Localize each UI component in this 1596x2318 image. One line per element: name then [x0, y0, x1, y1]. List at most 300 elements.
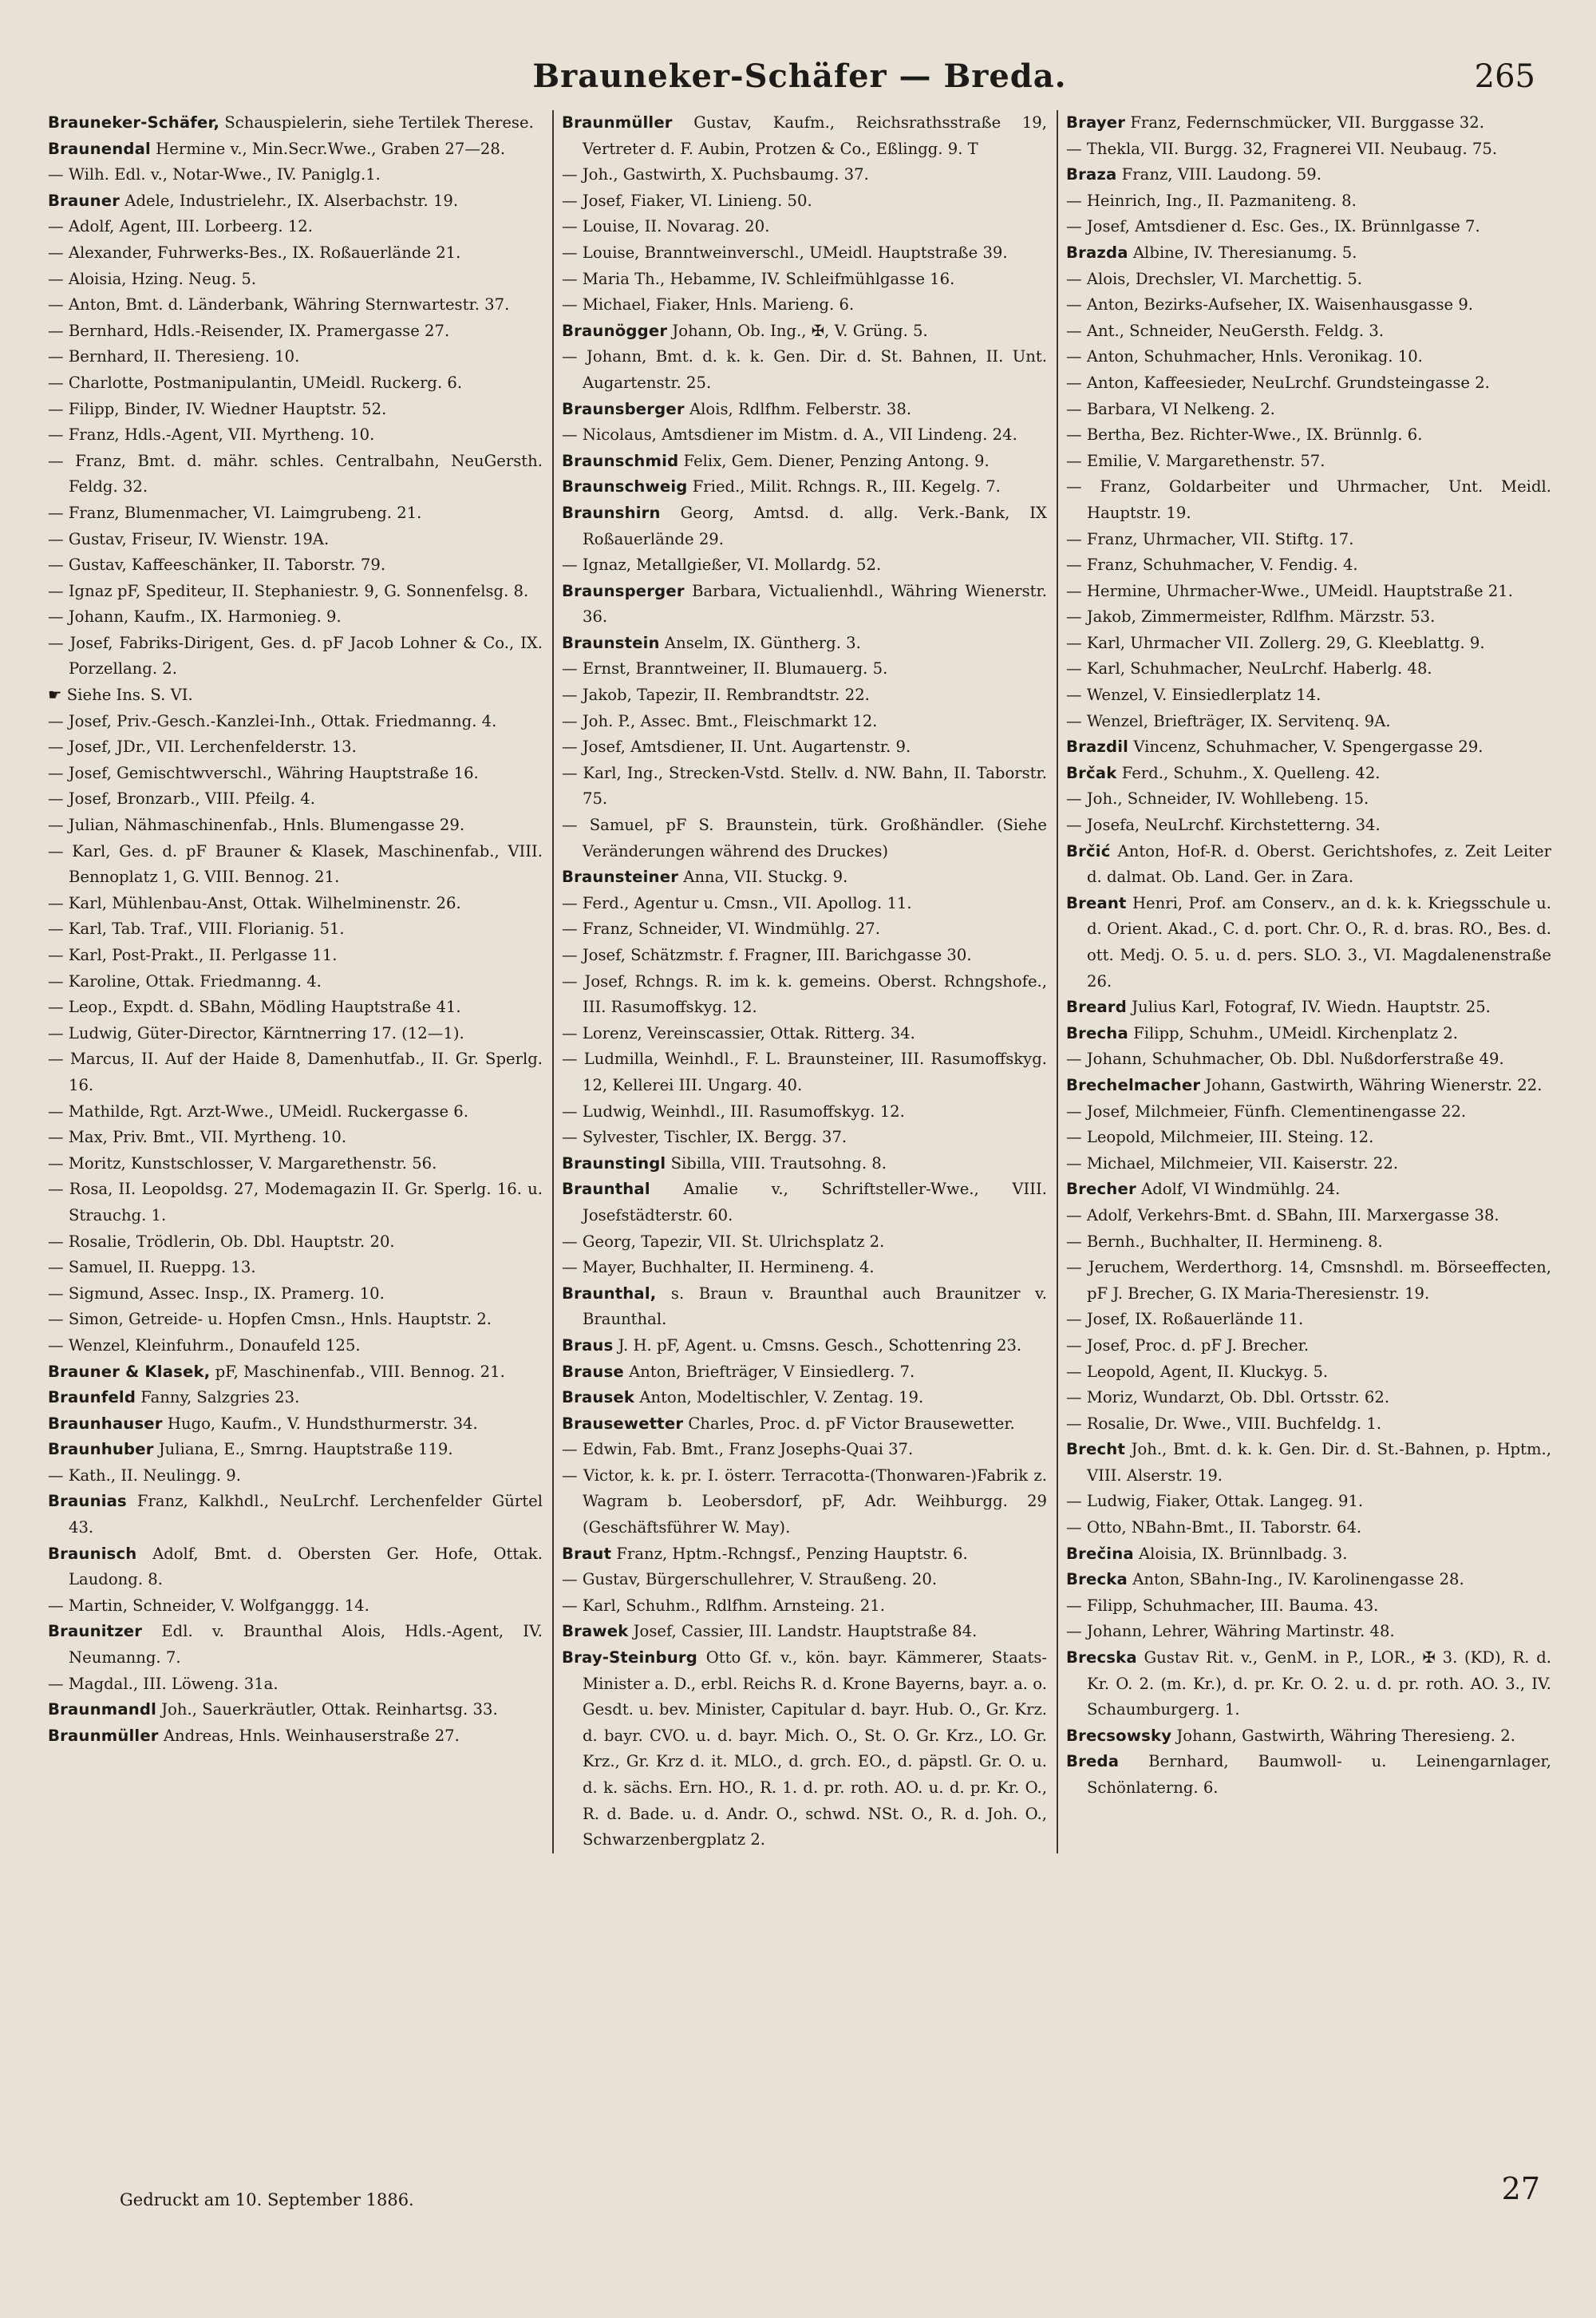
entry-text: — Ferd., Agentur u. Cmsn., VII. Apollog. 11. — [562, 893, 912, 912]
entry-text: Johann, Ob. Ing., ✠, V. Grüng. 5. — [667, 321, 928, 340]
directory-entry — [562, 1593, 1047, 1620]
directory-entry — [562, 500, 1047, 552]
entry-text: Ferd., Schuhm., X. Quelleng. 42. — [1116, 763, 1381, 782]
entry-text: J. H. pF, Agent. u. Cmsns. Gesch., Schottenring 23. — [613, 1335, 1022, 1355]
entry-text: — Moritz, Kunstschlosser, V. Margarethenstr. 56. — [48, 1153, 437, 1173]
directory-entry — [562, 916, 1047, 943]
entry-text: Julius Karl, Fotograf, IV. Wiedn. Hauptstr. 25. — [1127, 998, 1491, 1017]
directory-entry — [562, 1541, 1047, 1568]
directory-entry — [48, 604, 543, 631]
directory-entry — [48, 1255, 543, 1281]
entry-columns — [48, 110, 1551, 1853]
entry-surname: Brazda — [1066, 243, 1128, 262]
directory-entry — [562, 292, 1047, 318]
directory-entry — [562, 631, 1047, 657]
directory-entry — [1066, 1749, 1551, 1801]
entry-text: — Josef, Amtsdiener, II. Unt. Augartenstr. 9. — [562, 738, 911, 757]
entry-text: Franz, Federnschmücker, VII. Burggasse 32. — [1125, 113, 1484, 132]
entry-text: — Charlotte, Postmanipulantin, UMeidl. Ruckerg. 6. — [48, 373, 463, 392]
entry-text: Fried., Milit. Rchngs. R., III. Kegelg. 7. — [687, 477, 1001, 496]
directory-entry — [48, 344, 543, 370]
entry-surname: Breda — [1066, 1752, 1120, 1771]
entry-text: — Franz, Blumenmacher, VI. Laimgrubeng. 21. — [48, 503, 422, 522]
directory-entry — [562, 422, 1047, 449]
entry-text: — Johann, Schuhmacher, Ob. Dbl. Nußdorferstraße 49. — [1066, 1050, 1504, 1069]
entry-text: — Rosa, II. Leopoldsg. 27, Modemagazin II. Gr. Sperlg. 16. u. Strauchg. 1. — [48, 1180, 543, 1224]
entry-text: — Samuel, II. Rueppg. 13. — [48, 1258, 256, 1277]
signature-mark: 27 — [1501, 2171, 1540, 2206]
entry-text: — Wenzel, V. Einsiedlerplatz 14. — [1066, 686, 1321, 705]
entry-text: — Josef, Milchmeier, Fünfh. Clementinengasse 22. — [1066, 1102, 1467, 1121]
entry-text: — Anton, Kaffeesieder, NeuLrchf. Grundsteingasse 2. — [1066, 373, 1490, 392]
entry-text: — Josef, Amtsdiener d. Esc. Ges., IX. Brünnlgasse 7. — [1066, 217, 1480, 236]
directory-entry — [1066, 631, 1551, 657]
directory-entry — [48, 110, 543, 136]
directory-entry — [48, 500, 543, 527]
directory-entry — [562, 709, 1047, 735]
entry-text: — Anton, Schuhmacher, Hnls. Veronikag. 10. — [1066, 347, 1423, 366]
entry-surname: Breant — [1066, 893, 1127, 912]
entry-text: Anton, Hof-R. d. Oberst. Gerichtshofes, z. Zeit Leiter d. dalmat. Ob. Land. Ger. in Zara. — [1087, 841, 1551, 887]
entry-text: — Karl, Uhrmacher VII. Zollerg. 29, G. Kleeblattg. 9. — [1066, 633, 1485, 652]
entry-text: Felix, Gem. Diener, Penzing Antong. 9. — [678, 451, 990, 470]
entry-text: Edl. v. Braunthal Alois, Hdls.-Agent, IV. Neumanng. 7. — [69, 1622, 543, 1667]
directory-entry — [1066, 1099, 1551, 1125]
directory-entry — [1066, 449, 1551, 475]
entry-text: — Nicolaus, Amtsdiener im Mistm. d. A., VII Lindeng. 24. — [562, 425, 1017, 445]
entry-text: — Wilh. Edl. v., Notar-Wwe., IV. Paniglg.1. — [48, 165, 381, 184]
directory-entry — [48, 969, 543, 995]
directory-entry — [1066, 786, 1551, 813]
entry-surname: Brawek — [562, 1622, 629, 1641]
directory-entry — [1066, 370, 1551, 397]
directory-entry — [1066, 110, 1551, 136]
entry-text: — Gustav, Bürgerschullehrer, V. Straußeng. 20. — [562, 1570, 938, 1589]
entry-surname: Brausek — [562, 1388, 635, 1407]
directory-entry — [562, 552, 1047, 579]
entry-text: — Filipp, Schuhmacher, III. Bauma. 43. — [1066, 1596, 1379, 1615]
entry-text: — Louise, Branntweinverschl., UMeidl. Hauptstraße 39. — [562, 243, 1008, 262]
entry-text: — Karl, Mühlenbau-Anst, Ottak. Wilhelminenstr. 26. — [48, 893, 461, 912]
directory-entry — [1066, 1515, 1551, 1541]
entry-text: — Josef, Proc. d. pF J. Brecher. — [1066, 1335, 1310, 1355]
running-title: Brauneker-Schäfer — Breda. — [532, 57, 1067, 95]
directory-entry — [48, 1619, 543, 1671]
entry-text: — Edwin, Fab. Bmt., Franz Josephs-Quai 37. — [562, 1440, 914, 1459]
entry-text: — Bertha, Bez. Richter-Wwe., IX. Brünnlg. 6. — [1066, 425, 1423, 445]
entry-text: — Kath., II. Neulingg. 9. — [48, 1466, 242, 1485]
entry-text: Franz, Kalkhdl., NeuLrchf. Lerchenfelder Gürtel 43. — [69, 1492, 543, 1537]
entry-text: Vincenz, Schuhmacher, V. Spengergasse 29. — [1128, 738, 1483, 757]
entry-surname: Brecha — [1066, 1023, 1128, 1042]
directory-entry — [48, 1099, 543, 1125]
entry-surname: Brecska — [1066, 1648, 1137, 1667]
directory-entry — [562, 1099, 1047, 1125]
entry-text: Bernhard, Baumwoll- u. Leinengarnlager, Schönlaterng. 6. — [1087, 1752, 1551, 1797]
entry-text: — Sylvester, Tischler, IX. Bergg. 37. — [562, 1128, 847, 1147]
directory-entry — [48, 916, 543, 943]
entry-text: Georg, Amtsd. d. allg. Verk.-Bank, IX Roßauerlände 29. — [583, 503, 1047, 548]
directory-entry — [1066, 240, 1551, 267]
entry-text: — Bernhard, Hdls.-Reisender, IX. Pramergasse 27. — [48, 321, 450, 340]
entry-text: — Josefa, NeuLrchf. Kirchstetterng. 34. — [1066, 816, 1381, 835]
directory-entry — [48, 1046, 543, 1098]
directory-entry — [1066, 1333, 1551, 1359]
entry-text: — Adolf, Verkehrs-Bmt. d. SBahn, III. Marxergasse 38. — [1066, 1205, 1499, 1224]
entry-surname: Braza — [1066, 165, 1117, 184]
entry-text: — Jakob, Zimmermeister, Rdlfhm. Märzstr. 53. — [1066, 607, 1436, 627]
entry-text: — Johann, Lehrer, Währing Martinstr. 48. — [1066, 1622, 1395, 1641]
directory-entry — [562, 1411, 1047, 1438]
entry-surname: Braunhuber — [48, 1440, 154, 1459]
entry-text: Franz, VIII. Laudong. 59. — [1116, 165, 1321, 184]
entry-surname: Brecher — [1066, 1180, 1136, 1199]
directory-entry — [562, 1619, 1047, 1645]
entry-text: — Josef, Schätzmstr. f. Fragner, III. Barichgasse 30. — [562, 946, 972, 964]
entry-text: — Emilie, V. Margarethenstr. 57. — [1066, 451, 1325, 470]
entry-text: — Hermine, Uhrmacher-Wwe., UMeidl. Hauptstraße 21. — [1066, 581, 1514, 600]
entry-text: — Michael, Milchmeier, VII. Kaiserstr. 22. — [1066, 1153, 1399, 1173]
directory-entry — [48, 1723, 543, 1750]
entry-surname: Braunias — [48, 1492, 127, 1511]
directory-entry — [1066, 709, 1551, 735]
directory-entry — [562, 267, 1047, 293]
entry-text: — Wenzel, Briefträger, IX. Servitenq. 9A. — [1066, 711, 1391, 730]
directory-entry — [1066, 527, 1551, 553]
directory-entry — [48, 813, 543, 839]
entry-surname: Brechelmacher — [1066, 1075, 1201, 1094]
entry-surname: Braunitzer — [48, 1622, 143, 1641]
directory-entry — [1066, 1021, 1551, 1047]
directory-entry — [1066, 1645, 1551, 1723]
entry-surname: Brausewetter — [562, 1414, 684, 1433]
directory-entry — [562, 318, 1047, 345]
entry-surname: Braunschmid — [562, 451, 679, 470]
entry-text: Henri, Prof. am Conserv., an d. k. k. Kriegsschule u. d. Orient. Akad., C. d. port. Chr. O., R. d. bras. RO., Bes. d. ott. Medj. O. 5. u. d. pers. SLO. 3., VI. Magdalenenstraße 26. — [1087, 893, 1551, 991]
entry-text: Adolf, VI Windmühlg. 24. — [1136, 1180, 1341, 1199]
entry-text: — Josef, Fabriks-Dirigent, Ges. d. pF Jacob Lohner & Co., IX. Porzellang. 2. — [48, 633, 543, 678]
directory-entry — [48, 214, 543, 240]
directory-entry — [562, 1567, 1047, 1593]
entry-surname: Brauner & Klasek, — [48, 1362, 211, 1381]
entry-surname: Braunsperger — [562, 581, 685, 600]
directory-entry — [1066, 292, 1551, 318]
entry-text: — Michael, Fiaker, Hnls. Marieng. 6. — [562, 295, 855, 314]
directory-entry — [562, 240, 1047, 267]
directory-entry — [562, 813, 1047, 864]
entry-text: Gustav Rit. v., GenM. in P., LOR., ✠ 3. (KD), R. d. Kr. O. 2. (m. Kr.), d. pr. Kr. O. 2. u. d. pr. roth. AO. 3., IV. Schaumburgerg. 1. — [1087, 1648, 1551, 1719]
entry-text: — Mathilde, Rgt. Arzt-Wwe., UMeidl. Ruckergasse 6. — [48, 1102, 469, 1121]
entry-text: Anton, Briefträger, V Einsiedlerg. 7. — [623, 1362, 915, 1381]
entry-text: Barbara, Victualienhdl., Währing Wienerstr. 36. — [583, 581, 1047, 627]
directory-entry — [48, 240, 543, 267]
directory-entry — [562, 397, 1047, 423]
directory-entry — [1066, 474, 1551, 526]
entry-text: Amalie v., Schriftsteller-Wwe., VIII. Josefstädterstr. 60. — [583, 1180, 1047, 1224]
entry-surname: Braunmüller — [48, 1726, 159, 1745]
entry-text: — Franz, Uhrmacher, VII. Stiftg. 17. — [1066, 529, 1354, 548]
directory-entry — [48, 552, 543, 579]
entry-text: — Josef, JDr., VII. Lerchenfelderstr. 13. — [48, 738, 357, 757]
entry-text: Sibilla, VIII. Trautsohng. 8. — [666, 1153, 887, 1173]
directory-entry — [48, 1281, 543, 1307]
entry-surname: Braunögger — [562, 321, 668, 340]
entry-text: — Ignaz pF, Spediteur, II. Stephaniestr. 9, G. Sonnenfelsg. 8. — [48, 581, 529, 600]
entry-text: — Marcus, II. Auf der Haide 8, Damenhutfab., II. Gr. Sperlg. 16. — [48, 1050, 543, 1094]
entry-text: — Joh. P., Assec. Bmt., Fleischmarkt 12. — [562, 711, 878, 730]
directory-entry — [1066, 682, 1551, 709]
entry-text: — Aloisia, Hzing. Neug. 5. — [48, 269, 257, 288]
directory-entry — [48, 1671, 543, 1698]
directory-entry — [48, 267, 543, 293]
entry-text: Albine, IV. Theresianumg. 5. — [1128, 243, 1357, 262]
entry-surname: Brčić — [1066, 841, 1111, 860]
entry-text: — Anton, Bezirks-Aufseher, IX. Waisenhausgasse 9. — [1066, 295, 1474, 314]
directory-entry — [562, 1333, 1047, 1359]
directory-entry — [1066, 1229, 1551, 1256]
directory-entry — [48, 1333, 543, 1359]
directory-entry — [1066, 761, 1551, 787]
directory-entry — [1066, 136, 1551, 163]
directory-entry — [1066, 839, 1551, 891]
directory-entry — [48, 579, 543, 605]
entry-text: — Jeruchem, Werderthorg. 14, Cmsnshdl. m. Börseeffecten, pF J. Brecher, G. IX Maria-Theresienstr. 19. — [1066, 1258, 1551, 1303]
directory-entry — [562, 656, 1047, 682]
entry-text: — Victor, k. k. pr. I. österr. Terracotta-(Thonwaren-)Fabrik z. Wagram b. Leobersdorf, pF, Adr. Weihburgg. 29 (Geschäftsführer W. May). — [562, 1466, 1047, 1537]
entry-text: — Sigmund, Assec. Insp., IX. Pramerg. 10. — [48, 1284, 385, 1303]
entry-text: — Karl, Tab. Traf., VIII. Florianig. 51. — [48, 920, 345, 939]
entry-text: — Samuel, pF S. Braunstein, türk. Großhändler. (Siehe Veränderungen während des Druckes) — [562, 816, 1047, 860]
entry-text: Juliana, E., Smrng. Hauptstraße 119. — [153, 1440, 453, 1459]
directory-entry — [48, 786, 543, 813]
directory-entry — [48, 1463, 543, 1489]
entry-text: Schauspielerin, siehe Tertilek Therese. — [219, 113, 534, 132]
entry-surname: Breard — [1066, 998, 1127, 1017]
entry-text: — Ernst, Branntweiner, II. Blumauerg. 5. — [562, 659, 888, 678]
entry-text: Adolf, Bmt. d. Obersten Ger. Hofe, Ottak. Laudong. 8. — [69, 1544, 543, 1589]
directory-entry — [562, 864, 1047, 891]
directory-entry — [48, 943, 543, 969]
entry-surname: Braunendal — [48, 139, 151, 158]
directory-entry — [1066, 1255, 1551, 1307]
directory-entry — [562, 1125, 1047, 1151]
directory-entry — [1066, 604, 1551, 631]
entry-text: — Julian, Nähmaschinenfab., Hnls. Blumengasse 29. — [48, 816, 465, 835]
entry-text: Gustav, Kaufm., Reichsrathsstraße 19, Vertreter d. F. Aubin, Protzen & Co., Eßlingg. 9. T — [583, 113, 1047, 158]
entry-text: Anna, VII. Stuckg. 9. — [678, 868, 848, 887]
entry-text: Adele, Industrielehr., IX. Alserbachstr. 19. — [120, 191, 459, 210]
directory-entry — [48, 136, 543, 163]
entry-text: — Josef, Fiaker, VI. Linieng. 50. — [562, 191, 812, 210]
entry-surname: Braunmüller — [562, 113, 673, 132]
entry-text: — Josef, Gemischtwverschl., Währing Hauptstraße 16. — [48, 763, 479, 782]
entry-text: — Mayer, Buchhalter, II. Hermineng. 4. — [562, 1258, 875, 1277]
directory-entry — [48, 162, 543, 188]
directory-entry — [48, 527, 543, 553]
directory-entry — [1066, 1619, 1551, 1645]
directory-entry — [1066, 734, 1551, 761]
directory-entry — [48, 1593, 543, 1620]
entry-text: — Johann, Bmt. d. k. k. Gen. Dir. d. St. Bahnen, II. Unt. Augartenstr. 25. — [562, 347, 1047, 392]
entry-text: — Franz, Schneider, VI. Windmühlg. 27. — [562, 920, 880, 939]
entry-text: — Thekla, VII. Burgg. 32, Fragnerei VII. Neubaug. 75. — [1066, 139, 1498, 158]
entry-surname: Bray-Steinburg — [562, 1648, 698, 1667]
entry-surname: Brečina — [1066, 1544, 1134, 1563]
entry-text: — Bernh., Buchhalter, II. Hermineng. 8. — [1066, 1232, 1383, 1251]
directory-entry — [1066, 813, 1551, 839]
entry-surname: Braunhauser — [48, 1414, 163, 1433]
directory-entry — [1066, 1437, 1551, 1489]
directory-entry — [1066, 1541, 1551, 1568]
entry-text: ☛ Siehe Ins. S. VI. — [48, 686, 193, 705]
entry-text: — Josef, Priv.-Gesch.-Kanzlei-Inh., Ottak. Friedmanng. 4. — [48, 711, 497, 730]
entry-surname: Braunschweig — [562, 477, 688, 496]
entry-text: Anselm, IX. Güntherg. 3. — [659, 633, 861, 652]
entry-text: — Alexander, Fuhrwerks-Bes., IX. Roßauerlände 21. — [48, 243, 461, 262]
entry-text: Anton, Modeltischler, V. Zentag. 19. — [634, 1388, 924, 1407]
entry-text: Joh., Sauerkräutler, Ottak. Reinhartsg. 33. — [156, 1700, 498, 1719]
entry-text: — Magdal., III. Löweng. 31a. — [48, 1674, 279, 1693]
directory-entry — [1066, 1203, 1551, 1229]
directory-entry — [1066, 1385, 1551, 1411]
entry-text: — Gustav, Kaffeeschänker, II. Taborstr. 79. — [48, 556, 386, 575]
entry-text: — Moriz, Wundarzt, Ob. Dbl. Ortsstr. 62. — [1066, 1388, 1390, 1407]
directory-entry — [48, 1697, 543, 1723]
directory-entry — [1066, 214, 1551, 240]
column-2 — [552, 110, 1047, 1853]
directory-entry — [1066, 995, 1551, 1021]
directory-entry — [1066, 162, 1551, 188]
entry-text: — Gustav, Friseur, IV. Wienstr. 19A. — [48, 529, 330, 548]
entry-surname: Braunthal — [562, 1180, 650, 1199]
entry-text: — Simon, Getreide- u. Hopfen Cmsn., Hnls. Hauptstr. 2. — [48, 1310, 492, 1329]
directory-entry — [562, 682, 1047, 709]
entry-text: pF, Maschinenfab., VIII. Bennog. 21. — [210, 1362, 505, 1381]
entry-text: — Josef, IX. Roßauerlände 11. — [1066, 1310, 1304, 1329]
directory-entry — [1066, 1073, 1551, 1099]
directory-entry — [1066, 1151, 1551, 1177]
directory-entry — [562, 761, 1047, 813]
directory-entry — [562, 344, 1047, 396]
directory-entry — [48, 1411, 543, 1438]
entry-text: — Joh., Schneider, IV. Wohllebeng. 15. — [1066, 789, 1369, 809]
entry-surname: Brecht — [1066, 1440, 1126, 1459]
directory-entry — [48, 995, 543, 1021]
directory-entry — [48, 397, 543, 423]
entry-surname: Braunfeld — [48, 1388, 136, 1407]
entry-surname: Brauner — [48, 191, 120, 210]
directory-entry — [1066, 1411, 1551, 1438]
directory-entry — [1066, 1359, 1551, 1386]
entry-text: — Filipp, Binder, IV. Wiedner Hauptstr. 52. — [48, 399, 387, 418]
directory-entry — [1066, 1125, 1551, 1151]
directory-entry — [1066, 188, 1551, 215]
entry-surname: Braunisch — [48, 1544, 137, 1563]
entry-text: Otto Gf. v., kön. bayr. Kämmerer, Staats-Minister a. D., erbl. Reichs R. d. Krone Bayerns, bayr. a. o. Gesdt. u. bev. Minister, Capitular d. bayr. Hub. O., Gr. Krz. d. bayr. CVO. u. d. bayr. Mich. O., St. O. Gr. Krz., LO. Gr. Krz., Gr. Krz d. it. MLO., d. grch. EO., d. päpstl. Gr. O. u. d. k. sächs. Ern. HO., R. 1. d. pr. roth. AO. u. d. pr. Kr. O., R. d. Bade. u. d. Andr. O., schwd. NSt. O., R. d. Joh. O., Schwarzenbergplatz 2. — [583, 1648, 1047, 1849]
entry-text: — Lorenz, Vereinscassier, Ottak. Ritterg. 34. — [562, 1023, 915, 1042]
directory-entry — [48, 1437, 543, 1463]
directory-entry — [1066, 422, 1551, 449]
entry-text: Andreas, Hnls. Weinhauserstraße 27. — [158, 1726, 460, 1745]
entry-text: — Rosalie, Trödlerin, Ob. Dbl. Hauptstr. 20. — [48, 1232, 395, 1251]
entry-surname: Brauneker-Schäfer, — [48, 113, 220, 132]
entry-text: — Josef, Rchngs. R. im k. k. gemeins. Oberst. Rchngshofe., III. Rasumoffskyg. 12. — [562, 971, 1047, 1017]
directory-entry — [562, 1463, 1047, 1541]
entry-text: — Max, Priv. Bmt., VII. Myrtheng. 10. — [48, 1128, 347, 1147]
directory-entry — [562, 1046, 1047, 1098]
entry-text: — Karoline, Ottak. Friedmanng. 4. — [48, 971, 322, 991]
directory-entry — [48, 1541, 543, 1593]
directory-entry — [562, 1177, 1047, 1228]
column-3 — [1057, 110, 1551, 1853]
directory-entry — [562, 891, 1047, 917]
entry-surname: Brecka — [1066, 1570, 1128, 1589]
directory-entry — [48, 734, 543, 761]
directory-entry — [48, 292, 543, 318]
entry-text: — Franz, Schuhmacher, V. Fendig. 4. — [1066, 556, 1358, 575]
entry-text: — Ant., Schneider, NeuGersth. Feldg. 3. — [1066, 321, 1385, 340]
entry-text: — Maria Th., Hebamme, IV. Schleifmühlgasse 16. — [562, 269, 955, 288]
entry-text: — Heinrich, Ing., II. Pazmaniteng. 8. — [1066, 191, 1357, 210]
entry-text: Josef, Cassier, III. Landstr. Hauptstraße 84. — [628, 1622, 978, 1641]
directory-entry — [48, 449, 543, 500]
directory-entry — [48, 1125, 543, 1151]
entry-text: Fanny, Salzgries 23. — [136, 1388, 300, 1407]
entry-text: — Ludwig, Fiaker, Ottak. Langeg. 91. — [1066, 1492, 1364, 1511]
entry-surname: Braunsberger — [562, 399, 685, 418]
entry-text: — Leopold, Agent, II. Kluckyg. 5. — [1066, 1362, 1329, 1381]
directory-entry — [48, 761, 543, 787]
entry-text: — Leopold, Milchmeier, III. Steing. 12. — [1066, 1128, 1374, 1147]
entry-surname: Braunthal, — [562, 1284, 657, 1303]
directory-entry — [562, 734, 1047, 761]
directory-entry — [562, 162, 1047, 188]
entry-text: Anton, SBahn-Ing., IV. Karolinengasse 28. — [1127, 1570, 1464, 1589]
directory-entry — [562, 1385, 1047, 1411]
entry-surname: Braunsteiner — [562, 868, 679, 887]
entry-text: — Adolf, Agent, III. Lorbeerg. 12. — [48, 217, 313, 236]
directory-entry — [562, 214, 1047, 240]
entry-text: Joh., Bmt. d. k. k. Gen. Dir. d. St.-Bahnen, p. Hptm., VIII. Alserstr. 19. — [1087, 1440, 1551, 1485]
directory-entry — [48, 631, 543, 682]
directory-entry — [48, 1489, 543, 1541]
entry-text: Johann, Gastwirth, Währing Theresieng. 2. — [1171, 1726, 1515, 1745]
entry-text: — Karl, Ges. d. pF Brauner & Klasek, Maschinenfab., VIII. Bennoplatz 1, G. VIII. Bennog. 21. — [48, 841, 543, 887]
directory-entry — [48, 891, 543, 917]
directory-entry — [562, 1021, 1047, 1047]
directory-entry — [1066, 1489, 1551, 1515]
directory-entry — [48, 1151, 543, 1177]
directory-entry — [1066, 1567, 1551, 1593]
directory-entry — [48, 1359, 543, 1386]
entry-text: — Ludwig, Weinhdl., III. Rasumoffskyg. 12. — [562, 1102, 905, 1121]
entry-text: — Barbara, VI Nelkeng. 2. — [1066, 399, 1275, 418]
entry-text: — Johann, Kaufm., IX. Harmonieg. 9. — [48, 607, 342, 627]
entry-text: — Wenzel, Kleinfuhrm., Donaufeld 125. — [48, 1335, 361, 1355]
directory-entry — [48, 682, 543, 709]
entry-text: — Ludwig, Güter-Director, Kärntnerring 17. (12—1). — [48, 1023, 464, 1042]
entry-surname: Brazdil — [1066, 738, 1129, 757]
directory-entry — [562, 1437, 1047, 1463]
entry-text: — Franz, Hdls.-Agent, VII. Myrtheng. 10. — [48, 425, 375, 445]
directory-entry — [1066, 344, 1551, 370]
directory-entry — [562, 1359, 1047, 1386]
entry-surname: Braunstingl — [562, 1153, 666, 1173]
entry-surname: Brause — [562, 1362, 624, 1381]
entry-text: — Karl, Post-Prakt., II. Perlgasse 11. — [48, 946, 338, 964]
entry-text: Hermine v., Min.Secr.Wwe., Graben 27—28. — [150, 139, 506, 158]
entry-text: — Rosalie, Dr. Wwe., VIII. Buchfeldg. 1. — [1066, 1414, 1382, 1433]
